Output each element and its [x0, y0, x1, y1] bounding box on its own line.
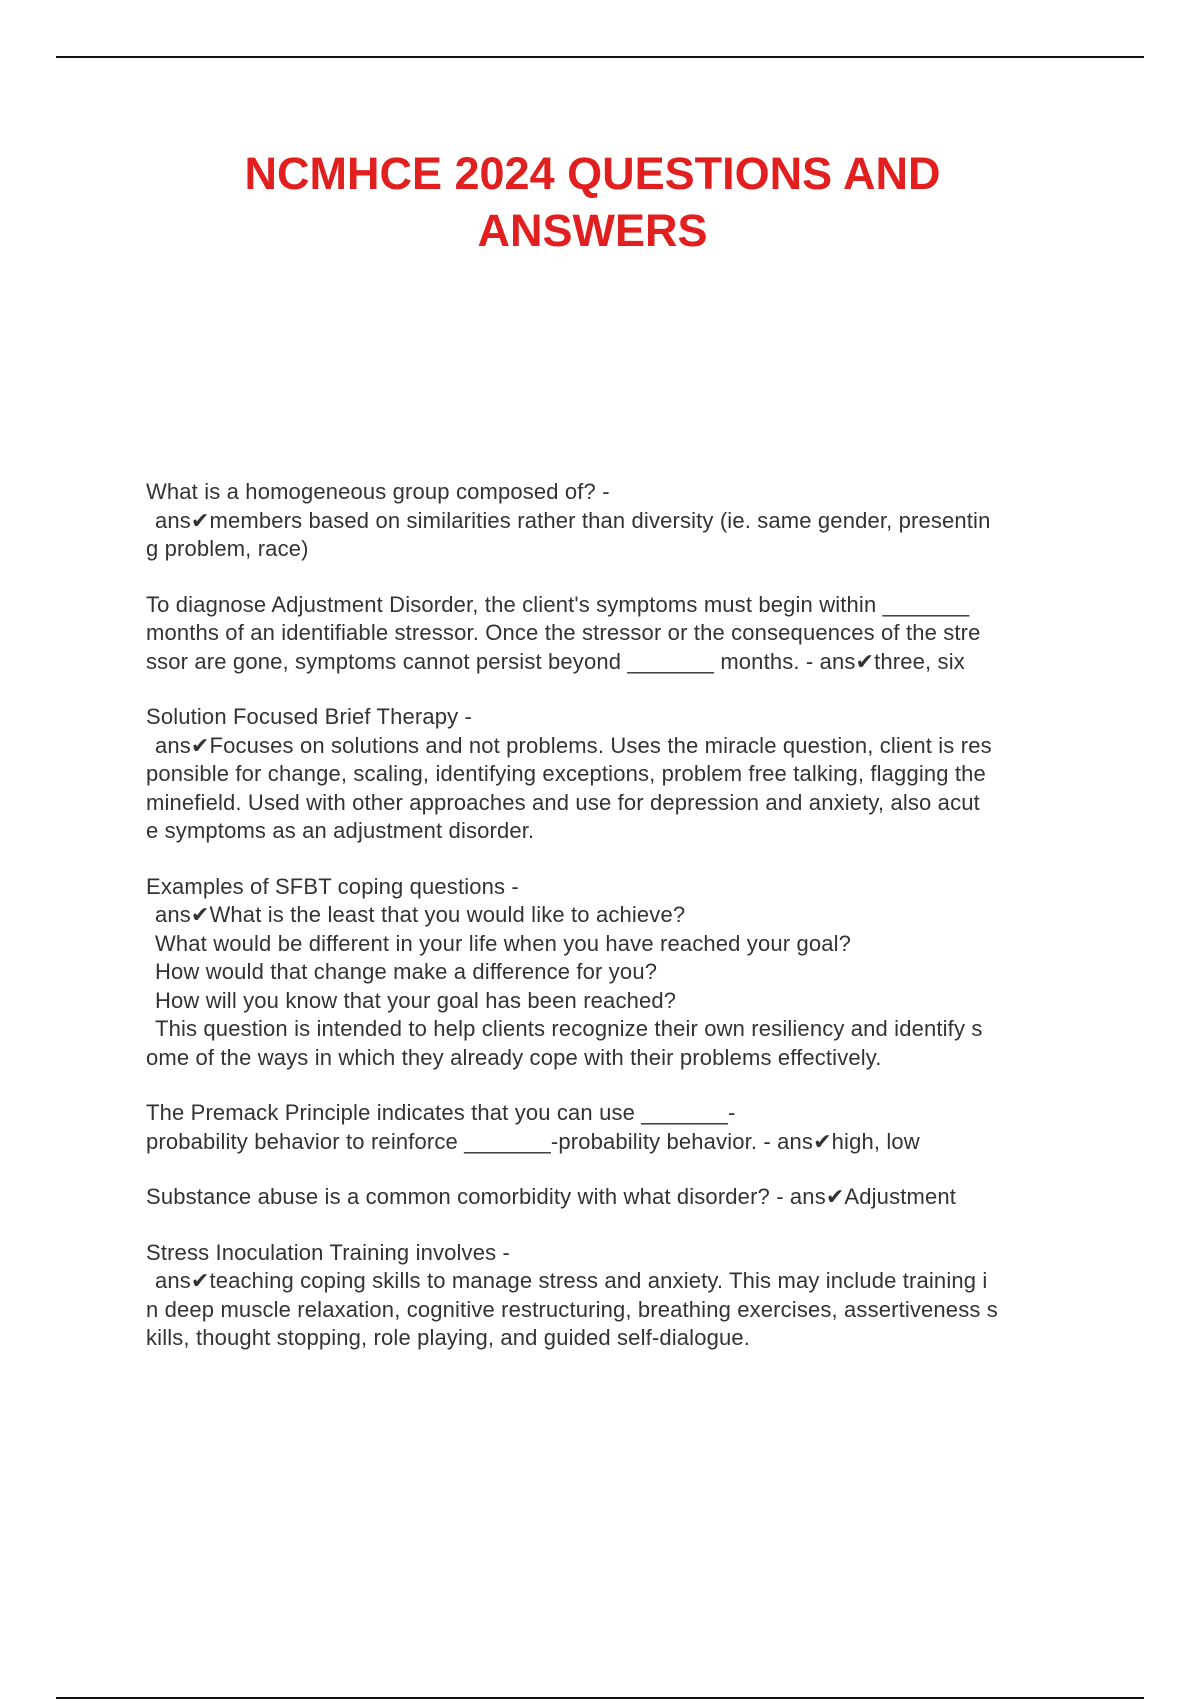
answer-text: How will you know that your goal has been reached? [155, 987, 677, 1013]
answer-text: ans✔Focuses on solutions and not problems. Uses the miracle question, client is res [155, 732, 992, 758]
question-text: months of an identifiable stressor. Once the stressor or the consequences of the stre [146, 620, 981, 645]
qa-item [146, 478, 1096, 564]
answer-text: ome of the ways in which they already cope with their problems effectively. [146, 1044, 882, 1070]
answer-text: minefield. Used with other approaches and use for depression and anxiety, also acut [146, 789, 980, 815]
question-answer-text: Substance abuse is a common comorbidity with what disorder? - ans✔Adjustment [146, 1184, 956, 1209]
title-line-1: NCMHCE 2024 QUESTIONS AND [244, 148, 941, 199]
top-rule [56, 56, 1144, 58]
question-text: Examples of SFBT coping questions - [146, 873, 519, 899]
answer-text: ans✔What is the least that you would like to achieve? [155, 902, 686, 927]
answer-text: ans✔members based on similarities rather than diversity (ie. same gender, presentin [155, 507, 991, 533]
question-answer-text: ssor are gone, symptoms cannot persist beyond _______ months. - ans✔three, six [146, 648, 965, 674]
answer-text: ans✔teaching coping skills to manage stress and anxiety. This may include training i [155, 1268, 988, 1293]
qa-item [146, 873, 1096, 1073]
answer-text: How would that change make a difference for you? [155, 959, 658, 984]
question-text: What is a homogeneous group composed of? - [146, 479, 610, 504]
qa-item [146, 1183, 1096, 1212]
qa-item [146, 1099, 1096, 1156]
question-text: The Premack Principle indicates that you can use _______- [146, 1100, 736, 1125]
question-answer-text: probability behavior to reinforce _______-probability behavior. - ans✔high, low [146, 1128, 920, 1154]
qa-item [146, 1239, 1096, 1353]
answer-text: This question is intended to help clients recognize their own resiliency and identify s [155, 1016, 983, 1041]
answer-text: kills, thought stopping, role playing, and guided self-dialogue. [146, 1325, 750, 1350]
bottom-rule [56, 1697, 1144, 1699]
qa-item [146, 591, 1096, 677]
answer-text: g problem, race) [146, 536, 309, 561]
answer-text: What would be different in your life when you have reached your goal? [155, 930, 852, 956]
question-text: Stress Inoculation Training involves - [146, 1239, 510, 1265]
qa-item [146, 703, 1096, 846]
qa-list [146, 478, 1096, 1380]
answer-text: ponsible for change, scaling, identifying exceptions, problem free talking, flagging the [146, 761, 986, 786]
answer-text: e symptoms as an adjustment disorder. [146, 818, 535, 843]
question-text: Solution Focused Brief Therapy - [146, 704, 473, 729]
document-title [120, 145, 1065, 259]
question-text: To diagnose Adjustment Disorder, the client's symptoms must begin within _______ [146, 591, 970, 617]
answer-text: n deep muscle relaxation, cognitive restructuring, breathing exercises, assertiveness s [146, 1296, 998, 1322]
title-line-2: ANSWERS [477, 205, 708, 256]
